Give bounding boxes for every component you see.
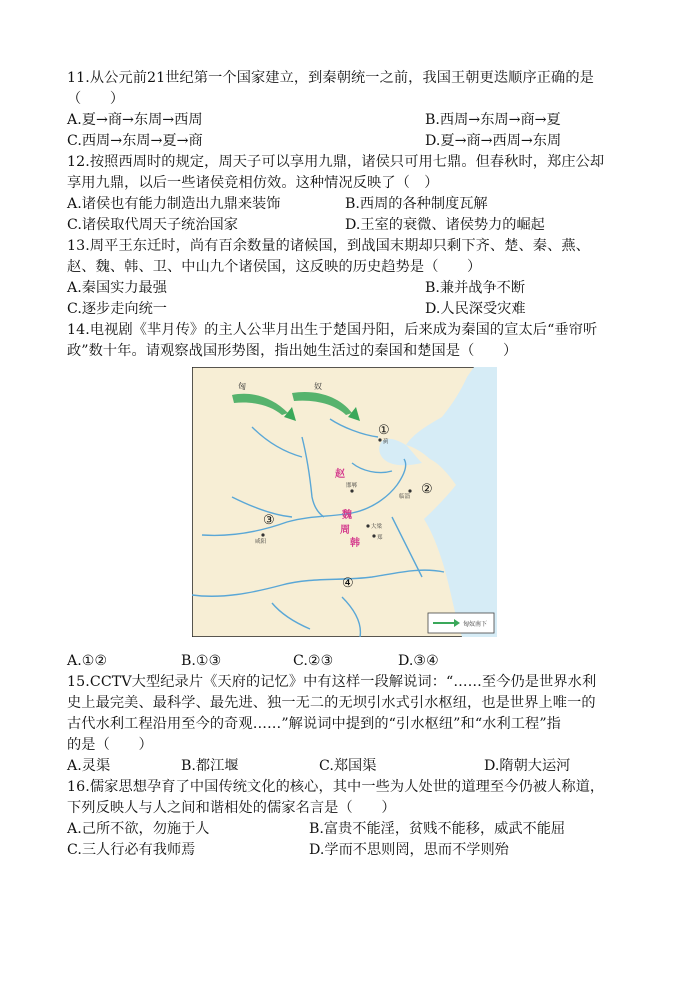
q14-option-c: C.②③	[293, 653, 334, 669]
map-city-xianyang: 咸阳	[255, 539, 267, 545]
map-state-wei: 魏	[342, 510, 352, 521]
q16-stem-line2: 下列反映人与人之间和谐相处的儒家名言是（ ）	[67, 800, 396, 816]
q13-stem-line2: 赵、魏、韩、卫、中山九个诸侯国，这反映的历史趋势是（ ）	[67, 259, 482, 275]
q12-stem-line1: 12.按照西周时的规定，周天子可以享用九鼎，诸侯只可用七鼎。但春秋时，郑庄公却	[67, 154, 605, 170]
q11-option-b: B.西周→东周→商→夏	[425, 112, 561, 128]
q16-option-b: B.富贵不能淫，贫贱不能移，威武不能屈	[309, 821, 566, 837]
warring-states-map	[192, 367, 497, 637]
q12-option-d: D.王室的衰微、诸侯势力的崛起	[345, 217, 545, 233]
q15-stem-line2: 史上最完美、最科学、最先进、独一无二的无坝引水式引水枢纽，也是世界上唯一的	[67, 695, 596, 711]
q16-option-a: A.己所不欲，勿施于人	[67, 821, 210, 837]
map-city-ji: 蓟	[383, 439, 389, 445]
map-marker-2: ②	[421, 482, 433, 497]
map-city-handan: 邯郸	[346, 483, 358, 489]
map-marker-3: ③	[263, 513, 275, 528]
q16-stem-line1: 16.儒家思想孕育了中国传统文化的核心，其中一些为人处世的道理至今仍被人称道，	[67, 779, 605, 795]
q13-option-c: C.逐步走向统一	[67, 301, 167, 317]
q16-option-d: D.学而不思则罔，思而不学则殆	[309, 842, 509, 858]
q14-option-b: B.①③	[181, 653, 222, 669]
q15-stem-line4: 的是（ ）	[67, 737, 153, 753]
q16-option-c: C.三人行必有我师焉	[67, 842, 196, 858]
map-marker-1: ①	[378, 423, 390, 438]
q11-option-c: C.西周→东周→夏→商	[67, 133, 203, 149]
map-label-nu: 奴	[314, 382, 322, 391]
map-city-daliang: 大梁	[371, 524, 383, 530]
map-city-zheng: 郑	[377, 535, 383, 541]
q11-stem-line2: （ ）	[67, 91, 125, 107]
q12-option-c: C.诸侯取代周天子统治国家	[67, 217, 238, 233]
map-state-han: 韩	[350, 538, 360, 549]
q12-option-a: A.诸侯也有能力制造出九鼎来装饰	[67, 196, 281, 212]
q14-option-a: A.①②	[67, 653, 108, 669]
q12-option-b: B.西周的各种制度瓦解	[345, 196, 488, 212]
q15-option-d: D.隋朝大运河	[484, 758, 571, 774]
map-marker-4: ④	[342, 576, 354, 591]
map-label-xiong: 匈	[238, 382, 246, 391]
map-state-zhao: 赵	[335, 469, 345, 480]
q13-option-b: B.兼并战争不断	[425, 280, 526, 296]
q15-stem-line3: 古代水利工程沿用至今的奇观……”解说词中提到的“引水枢纽”和“水利工程”指	[67, 716, 561, 732]
q14-option-d: D.③④	[398, 653, 439, 669]
q13-option-a: A.秦国实力最强	[67, 280, 167, 296]
map-state-zhou: 周	[340, 525, 350, 536]
map-city-linzi: 临淄	[399, 494, 411, 500]
q14-stem-line2: 政”数十年。请观察战国形势图，指出她生活过的秦国和楚国是（ ）	[67, 343, 518, 359]
q11-option-d: D.夏→商→西周→东周	[425, 133, 562, 149]
q14-stem-line1: 14.电视剧《芈月传》的主人公芈月出生于楚国丹阳，后来成为秦国的宣太后“垂帘听	[67, 322, 598, 338]
q11-stem-line1: 11.从公元前21世纪第一个国家建立，到秦朝统一之前，我国王朝更迭顺序正确的是	[67, 70, 594, 86]
q15-stem-line1: 15.CCTV大型纪录片《天府的记忆》中有这样一段解说词：“……至今仍是世界水利	[67, 674, 597, 690]
q15-option-c: C.郑国渠	[319, 758, 377, 774]
q15-option-b: B.都江堰	[181, 758, 239, 774]
q12-stem-line2: 享用九鼎，以后一些诸侯竞相仿效。这种情况反映了（ ）	[67, 175, 439, 191]
q11-option-a: A.夏→商→东周→西周	[67, 112, 203, 128]
map-legend-text: 匈奴南下	[463, 621, 488, 628]
q13-stem-line1: 13.周平王东迁时，尚有百余数量的诸候国，到战国末期却只剩下齐、楚、秦、燕、	[67, 238, 590, 254]
q13-option-d: D.人民深受灾难	[425, 301, 526, 317]
q15-option-a: A.灵渠	[67, 758, 111, 774]
